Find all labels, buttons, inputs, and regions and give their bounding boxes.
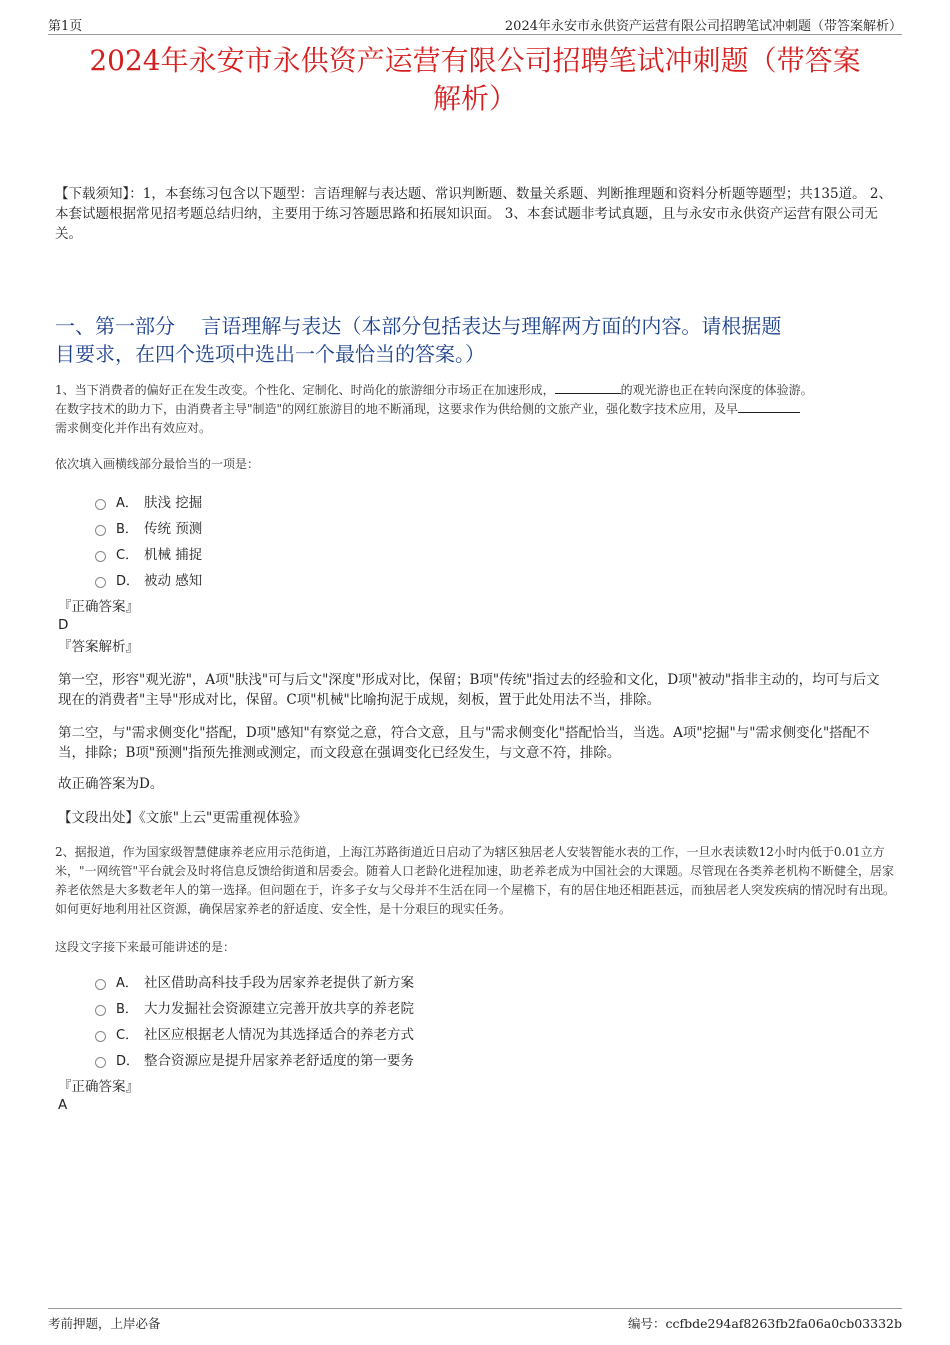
- section-heading: [55, 312, 895, 368]
- section-heading-line-2: 目要求，在四个选项中选出一个最恰当的答案。）: [55, 342, 485, 366]
- page-header: [48, 14, 902, 35]
- question-2-prompt: 这段文字接下来最可能讲述的是：: [55, 940, 236, 954]
- option-letter: C．: [116, 1027, 139, 1043]
- question-1-prompt: 依次填入画横线部分最恰当的一项是：: [55, 457, 260, 471]
- page-footer: [48, 1308, 902, 1331]
- page-number: 第1页: [48, 19, 83, 34]
- question-1-analysis-paragraph-1: 第一空，形容"观光游"，A项"肤浅"可与后文"深度"形成对比，保留；B项"传统"指过去的经验和文化，D项"被动"指非主动的，均可与后文现在的消费者"主导"形成对比，保留。C项"机械"比喻拘泥于成规，刻板，置于此处用法不当，排除。: [58, 672, 880, 708]
- option-text: 被动 感知: [144, 573, 203, 589]
- question-1-analysis-conclusion: 故正确答案为D。: [58, 776, 164, 792]
- section-heading-line-1: 一、第一部分 言语理解与表达（本部分包括表达与理解两方面的内容。请根据题: [55, 314, 782, 338]
- radio-button-icon[interactable]: [95, 577, 106, 588]
- radio-button-icon[interactable]: [95, 1005, 106, 1016]
- option-letter: D．: [116, 573, 140, 589]
- question-1-answer-label: 『正确答案』: [58, 599, 139, 615]
- footer-code: 编号：ccfbde294af8263fb2fa06a0cb03332b: [627, 1316, 902, 1331]
- radio-button-icon[interactable]: [95, 1057, 106, 1068]
- question-1-option-d[interactable]: [95, 566, 795, 592]
- question-2-option-a[interactable]: [95, 968, 795, 994]
- option-text: 社区应根据老人情况为其选择适合的养老方式: [144, 1027, 414, 1043]
- fill-blank-2: [738, 400, 800, 413]
- title-line-2: 解析）: [432, 82, 517, 115]
- question-2-answer-label: 『正确答案』: [58, 1079, 139, 1095]
- option-letter: C．: [116, 547, 139, 563]
- question-1-stem-part-b: 的观光游也正在转向深度的体验游。: [620, 383, 813, 397]
- download-notice: 【下载须知】：1，本套练习包含以下题型：言语理解与表达题、常识判断题、数量关系题、判断推理题和资料分析题等题型；共135道。 2、本套试题根据常见招考题总结归纳，主要用于练习答题思路和拓展知识面。 3、本套试题非考试真题，且与永安市永供资产运营有限公司无关。: [55, 186, 892, 242]
- question-1-stem-part-c: 在数字技术的助力下，由消费者主导"制造"的网红旅游目的地不断涌现，这要求作为供给侧的文旅产业，强化数字技术应用，及早: [55, 402, 739, 416]
- option-letter: A．: [116, 495, 138, 511]
- question-1-stem: [55, 381, 900, 438]
- option-text: 社区借助高科技手段为居家养老提供了新方案: [144, 975, 414, 991]
- question-1-option-b[interactable]: [95, 514, 795, 540]
- option-letter: B．: [116, 1001, 138, 1017]
- option-letter: D．: [116, 1053, 140, 1069]
- option-text: 传统 预测: [144, 521, 203, 537]
- question-1-options: [95, 488, 795, 592]
- document-title: [40, 42, 910, 118]
- fill-blank-1: [555, 381, 621, 394]
- question-1-analysis-paragraph-2: 第二空，与"需求侧变化"搭配，D项"感知"有察觉之意，符合文意，且与"需求侧变化"搭配恰当，当选。A项"挖掘"与"需求侧变化"搭配不当，排除；B项"预测"指预先推测或测定，而文段意在强调变化已经发生，与文意不符，排除。: [58, 725, 870, 761]
- question-1-stem-part-d: 需求侧变化并作出有效应对。: [55, 421, 212, 435]
- header-doc-title: 2024年永安市永供资产运营有限公司招聘笔试冲刺题（带答案解析）: [504, 19, 902, 34]
- title-line-1: 2024年永安市永供资产运营有限公司招聘笔试冲刺题（带答案: [89, 44, 861, 77]
- radio-button-icon[interactable]: [95, 499, 106, 510]
- question-1-stem-part-a: 1、当下消费者的偏好正在发生改变。个性化、定制化、时尚化的旅游细分市场正在加速形成，: [55, 383, 555, 397]
- footer-motto: 考前押题，上岸必备: [48, 1316, 161, 1331]
- question-2-answer: A: [58, 1097, 68, 1113]
- question-2-option-c[interactable]: [95, 1020, 795, 1046]
- question-1-source: 【文段出处】《文旅"上云"更需重视体验》: [58, 810, 307, 826]
- question-1-answer: D: [58, 617, 69, 633]
- question-2-stem: 2、据报道，作为国家级智慧健康养老应用示范街道，上海江苏路街道近日启动了为辖区独居老人安装智能水表的工作，一旦水表读数12小时内低于0.01立方米，"一网统管"平台就会及时将信息反馈给街道和居委会。随着人口老龄化进程加速，助老养老成为中国社会的大课题。尽管现在各类养老机构不断健全，居家养老依然是大多数老年人的第一选择。但问题在于，许多子女与父母并不生活在同一个屋檐下，有的居住地还相距甚远，而独居老人突发疾病的情况时有出现。如何更好地利用社区资源，确保居家养老的舒适度、安全性，是十分艰巨的现实任务。: [55, 845, 896, 916]
- radio-button-icon[interactable]: [95, 525, 106, 536]
- radio-button-icon[interactable]: [95, 551, 106, 562]
- question-1-analysis-label: 『答案解析』: [58, 639, 139, 655]
- question-2-option-b[interactable]: [95, 994, 795, 1020]
- radio-button-icon[interactable]: [95, 979, 106, 990]
- question-2-option-d[interactable]: [95, 1046, 795, 1072]
- radio-button-icon[interactable]: [95, 1031, 106, 1042]
- option-text: 整合资源应是提升居家养老舒适度的第一要务: [144, 1053, 414, 1069]
- option-text: 肤浅 挖掘: [144, 495, 203, 511]
- question-1-option-c[interactable]: [95, 540, 795, 566]
- option-letter: A．: [116, 975, 138, 991]
- question-2-options: [95, 968, 795, 1072]
- question-1-option-a[interactable]: [95, 488, 795, 514]
- option-text: 大力发掘社会资源建立完善开放共享的养老院: [144, 1001, 414, 1017]
- option-text: 机械 捕捉: [144, 547, 203, 563]
- option-letter: B．: [116, 521, 138, 537]
